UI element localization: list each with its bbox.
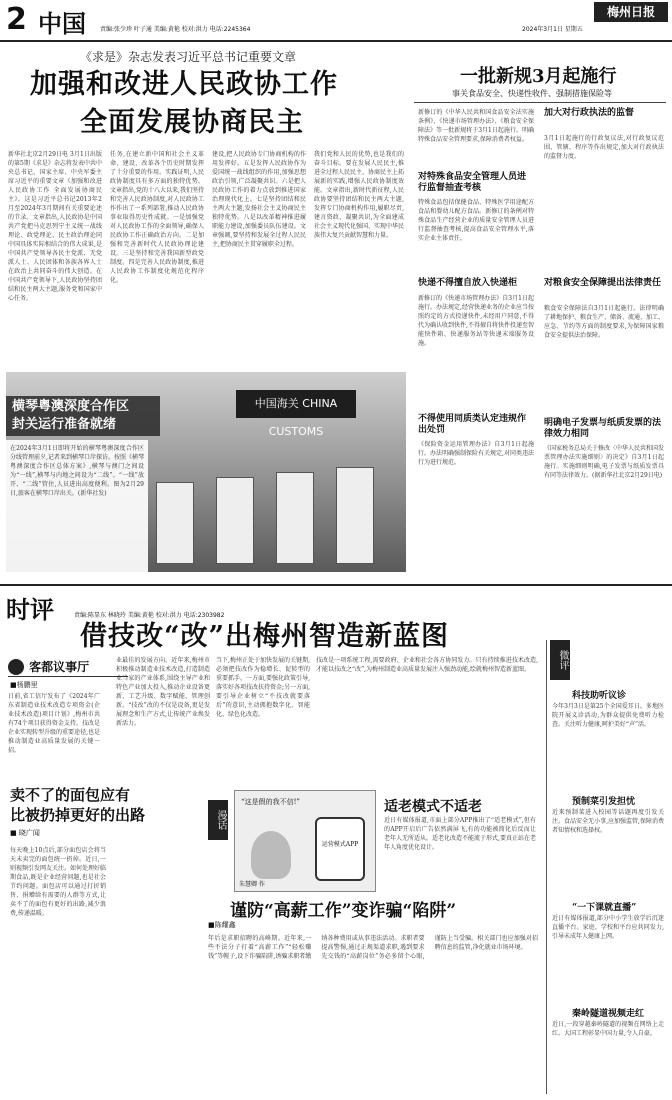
sidebar-item-1-title: 科技助听议诊 bbox=[572, 691, 627, 701]
right-sub-3: 不得使用同质类认定违规作出处罚 bbox=[418, 414, 527, 435]
ai-text: 近日有媒体报道,市面上部分APP推出了“适老模式”,但有的APP开启后广告依然满屏飞,有的功能被简化后反而让老年人无所适从。适老化改造不能流于形式,要真正站在老年人角度优化设计。 bbox=[384, 817, 536, 851]
right-sub-5: 对粮食安全保障提出法律责任 bbox=[544, 278, 662, 288]
right-subhead: 事关食品安全、快递性收件、强制措施保险等 bbox=[452, 89, 612, 98]
right-text-7: 《国家税务总局关于修改〈中华人民共和国发票管理办法实施细则〉的决定》自3月1日起施行。实施细则明确,电子发票与纸质发票具有同等法律效力。(据新华社北京2月29日电) bbox=[544, 445, 664, 479]
lead-kicker: 《求是》杂志发表习近平总书记重要文章 bbox=[80, 50, 297, 64]
phone-icon bbox=[315, 817, 365, 881]
cartoon-rubric: 漫话 bbox=[208, 800, 228, 840]
lead-col-4: 我们党和人民的优势,也是我们的奋斗目标。要在发展人民民主,推进全过程人民民主、协商民主上拓展新的实践,增强人民政协制度效能。文章指出,新时代新征程,人民政协要坚持团结和民主两大主题,发挥专门协商机构作用,履职尽责,建言资政、凝聚共识,为全面建成社会主义现代化强国、实现中华民族伟大复兴贡献智慧和力量。 bbox=[314, 151, 404, 239]
overlay-line-1: 横琴粤澳深度合作区 bbox=[12, 399, 130, 414]
lead-col-1: 新华社北京2月29日电 3月1日出版的第5期《求是》杂志将发表中共中央总书记、国家主席、中央军委主席习近平的重要文章《加强和改进人民政协工作 全面发展协商民主》。这是习近平总书记2013年2月至2024年3月期间有关重要论述的节录。文章指出,人民政协是中国共产党把马克思列宁主义统一战线理论、政党理论、民主政治理论同中国具体实际相结合的伟大成果,是中国共产党领导各民主党派、无党派人士、人民团体和各族各界人士在政治上共同奋斗的伟大创造。在中国共产党领导下,人民政协坚持团结和民主两大主题,服务党和国家中心任务。 bbox=[8, 151, 102, 302]
commentary-headline: 借技改“改”出梅州智造新蓝图 bbox=[80, 621, 450, 652]
bread-headline-2: 比被扔掉更好的出路 bbox=[10, 806, 146, 824]
right-text-6: 粮食安全保障法自3月1日起施行。法律明确了耕地保护、粮食生产、储备、流通、加工、应急、节约等方面的制度要求,为保障国家粮食安全提供法治保障。 bbox=[544, 305, 664, 339]
right-text-5: 3月1日起施行的行政复议法,对行政复议范围、管辖、程序等作出规定,加大对行政执法的监督力度。 bbox=[544, 135, 664, 160]
sidebar-tag: 微评 bbox=[550, 640, 570, 680]
scam-author: ■陈耀鑫 bbox=[208, 921, 236, 929]
cartoon-speech: “这是假的我不信!” bbox=[241, 798, 300, 806]
scam-body: 年后是求职招聘的高峰期。近年来,一些不法分子打着“高薪工作”“轻松赚钱”等幌子,设下诈骗陷阱,诱骗求职者缴纳各种费用或从事违法活动。求职者要提高警惕,通过正规渠道求职,遇到要求先交钱的“高薪岗位”务必多留个心眼,谨防上当受骗。相关部门也应加强对招聘信息的监管,净化就业市场环境。 bbox=[208, 935, 538, 960]
right-sub-4: 加大对行政执法的监督 bbox=[544, 108, 635, 118]
lead-headline-1: 加强和改进人民政协工作 bbox=[30, 69, 338, 100]
sidebar-item-2-text: 近来预制菜进入校园等话题再度引发关注。食品安全无小事,应加强监管,保障消费者知情权和选择权。 bbox=[552, 809, 664, 834]
phone-app-label: 运营模式APP bbox=[321, 841, 359, 848]
section-divider bbox=[0, 584, 672, 586]
page-number: 2 bbox=[6, 2, 27, 37]
bread-label: ■ 晓广闻 bbox=[10, 829, 40, 837]
bread-headline-1: 卖不了的面包应有 bbox=[10, 786, 131, 804]
gate-3 bbox=[276, 472, 314, 564]
ai-title: 适老模式不适老 bbox=[384, 799, 482, 815]
column-emblem-icon bbox=[8, 659, 24, 675]
photo-caption: 在2024年3月1日即将开始的横琴粤澳深度合作区分线管理前夕,记者来到横琴口岸探访。按照《横琴粤澳深度合作区总体方案》,横琴与澳门之间设为“一线”,横琴与内地之间设为“二线”。“一线”放开、“二线”管住,人员进出高度便利。图为2月29日,旅客在横琴口岸出关。(新华社发) bbox=[10, 445, 144, 497]
right-sub-1: 对特殊食品安全管理人员进行监督抽查考核 bbox=[418, 172, 527, 193]
page-header bbox=[0, 0, 672, 42]
bread-body: 每天晚上10点后,部分面包店会将当天未卖完的面包统一扔掉。近日,一则视频引发网友关注。如何处理好临期食品,既是企业经营问题,也是社会节约问题。面包店可以通过打折销售、捐赠给有需要的人群等方式,让卖不了的面包有更好的出路,减少浪费,传递温暖。 bbox=[10, 847, 106, 917]
commentary-col-3: 当下,梅州正处于加快发展的关键期,必须把技改作为稳增长、促转型的重要抓手。一方面,要强化政策引导,落实好各项技改扶持资金;另一方面,要引导企业树立“不技改就要落后”的意识,主动拥抱数字化、智能化、绿色化改造。 bbox=[216, 657, 310, 718]
cartoon bbox=[234, 790, 376, 892]
caption-panel bbox=[6, 440, 148, 572]
gate-4 bbox=[336, 467, 374, 564]
right-sub-6: 明确电子发票与纸质发票的法律效力相同 bbox=[544, 418, 662, 439]
right-text-2: 特殊食品包括保健食品、特殊医学用途配方食品和婴幼儿配方食品。新修订的条例对特殊食品生产经营企业的质量安全管理人员进行监督抽查考核,提高食品安全管理水平,落实企业主体责任。 bbox=[418, 199, 534, 242]
right-text-3: 新修订的《快递市场管理办法》自3月1日起施行。办法规定,经营快递业务的企业应当按照约定的方式投递快件,未经用户同意,不得代为确认收到快件,不得擅自将快件投递至智能快件箱、快递服务站等快递末端服务设施。 bbox=[418, 295, 534, 347]
sidebar-item-2-title: 预制菜引发担忧 bbox=[572, 797, 636, 807]
overlay-line-2: 封关运行准备就绪 bbox=[12, 417, 117, 432]
right-rule bbox=[414, 102, 666, 103]
sidebar-item-3-text: 近日有媒体报道,部分中小学生放学后沉迷直播平台。家庭、学校和平台应共同发力,引导未成年人健康上网。 bbox=[552, 915, 664, 940]
issue-date: 2024年3月1日 星期五 bbox=[522, 26, 583, 33]
sidebar-item-1-text: 今年3月3日是第25个全国爱耳日。多地医院开展义诊活动,为群众提供免费听力检查。关注听力健康,呵护美好“声”活。 bbox=[552, 703, 664, 728]
column-badge bbox=[8, 656, 128, 677]
elderly-figure-icon bbox=[251, 831, 291, 879]
scam-headline: 谨防“高薪工作”变诈骗“陷阱” bbox=[230, 901, 457, 921]
masthead-logo: 梅州日报 bbox=[594, 2, 668, 22]
right-sub-2: 快递不得擅自放入快递柜 bbox=[418, 278, 518, 288]
gate-2 bbox=[216, 477, 254, 564]
cartoon-credit: 朱慧卿 作 bbox=[239, 881, 265, 888]
photo-overlay-title bbox=[6, 396, 160, 436]
section-title: 中国 bbox=[38, 10, 86, 38]
customs-banner: 中国海关 CHINA CUSTOMS bbox=[236, 390, 356, 418]
right-text-4: 《保险资金运用管理办法》自3月1日起施行。办法明确强制保险有关规定,对同类违法行为进行规范。 bbox=[418, 441, 534, 466]
commentary-col-4: 技改是一项系统工程,需要政府、企业和社会各方协同发力。只有持续推进技术改造,才能以技改之“改”,为梅州制造业高质量发展注入强劲动能,绘就梅州智造新蓝图。 bbox=[316, 657, 538, 673]
lead-headline-2: 全面发展协商民主 bbox=[80, 107, 304, 138]
right-headline: 一批新规3月起施行 bbox=[460, 66, 617, 87]
commentary-credits: 责编:陈显东 林晓玲 美编:黄艳 校对:洪力 电话:2303982 bbox=[74, 612, 225, 619]
lead-col-3: 建设,把人民政协专门协商机构的作用发挥好。五是发挥人民政协作为爱国统一战线组织的作用,加强思想政治引领,广泛凝聚共识。六是把人民政协工作的着力点放到推进国家治理现代化上。七是坚持团结和民主两大主题,发扬社会主义协商民主独特优势。八是以改革精神推进履职能力建设,加强委员队伍建设。文章强调,要坚持和发展全过程人民民主,把协商民主贯穿履职全过程。 bbox=[212, 151, 306, 248]
column-name: 客都议事厅 bbox=[29, 660, 90, 674]
gate-1 bbox=[156, 482, 194, 564]
right-text-1: 新修订的《中华人民共和国食品安全法实施条例》、《快递市场管理办法》、《粮食安全保障法》等一批新规将于3月1日起施行。明确特殊食品安全管理要求,保障消费者权益。 bbox=[418, 109, 534, 143]
commentary-section: 时评 bbox=[6, 596, 54, 624]
sidebar-item-4-text: 近日,一段穿越秦岭隧道的视频在网络上走红。大国工程彰显中国力量,令人自豪。 bbox=[552, 1021, 664, 1037]
commentary-author: ■杨鹏里 bbox=[10, 681, 38, 689]
lead-col-2: 任务,在建立新中国和社会主义革命、建设、改革各个历史时期发挥了十分重要的作用。实践证明,人民政协制度具有多方面的独特优势。文章指出,党的十八大以来,我们坚持和完善人民政协制度,对人民政协工作作出了一系列部署,推动人民政协事业取得历史性成就。一是加强党对人民政协工作的全面领导,确保人民政协工作正确政治方向。二是加强和完善新时代人民政协理论建设。三是坚持和完善我国新型政党制度。四是完善人民政协制度,推进人民政协工作制度化规范化程序化。 bbox=[110, 151, 204, 284]
commentary-col-2: 业最佳的发展方向。近年来,梅州市积极推动制造业技术改造,打造制造业当家的产业体系,围绕主导产业和特色产业加大投入,推动企业设备更新、工艺升级、数字赋能、管理创新。“技改”改的不仅是设备,更是发展理念和生产方式,让传统产业焕发新活力。 bbox=[116, 657, 210, 727]
sidebar-item-4-title: 秦岭隧道视频走红 bbox=[572, 1009, 645, 1019]
editor-credits: 责编:张少珍 叶子通 美编:黄艳 校对:洪力 电话:2245364 bbox=[100, 26, 251, 33]
commentary-col-1: 日前,省工信厅发布了《2024年广东省制造业技术改造专项资金(企业技术改造)项目计划》,梅州市共有74个项目获得资金支持。技改是企业实现转型升级的重要途径,也是推动制造业高质量发展的关键一招。 bbox=[8, 693, 100, 754]
sidebar-item-3-title: “一下课就直播” bbox=[572, 903, 637, 913]
